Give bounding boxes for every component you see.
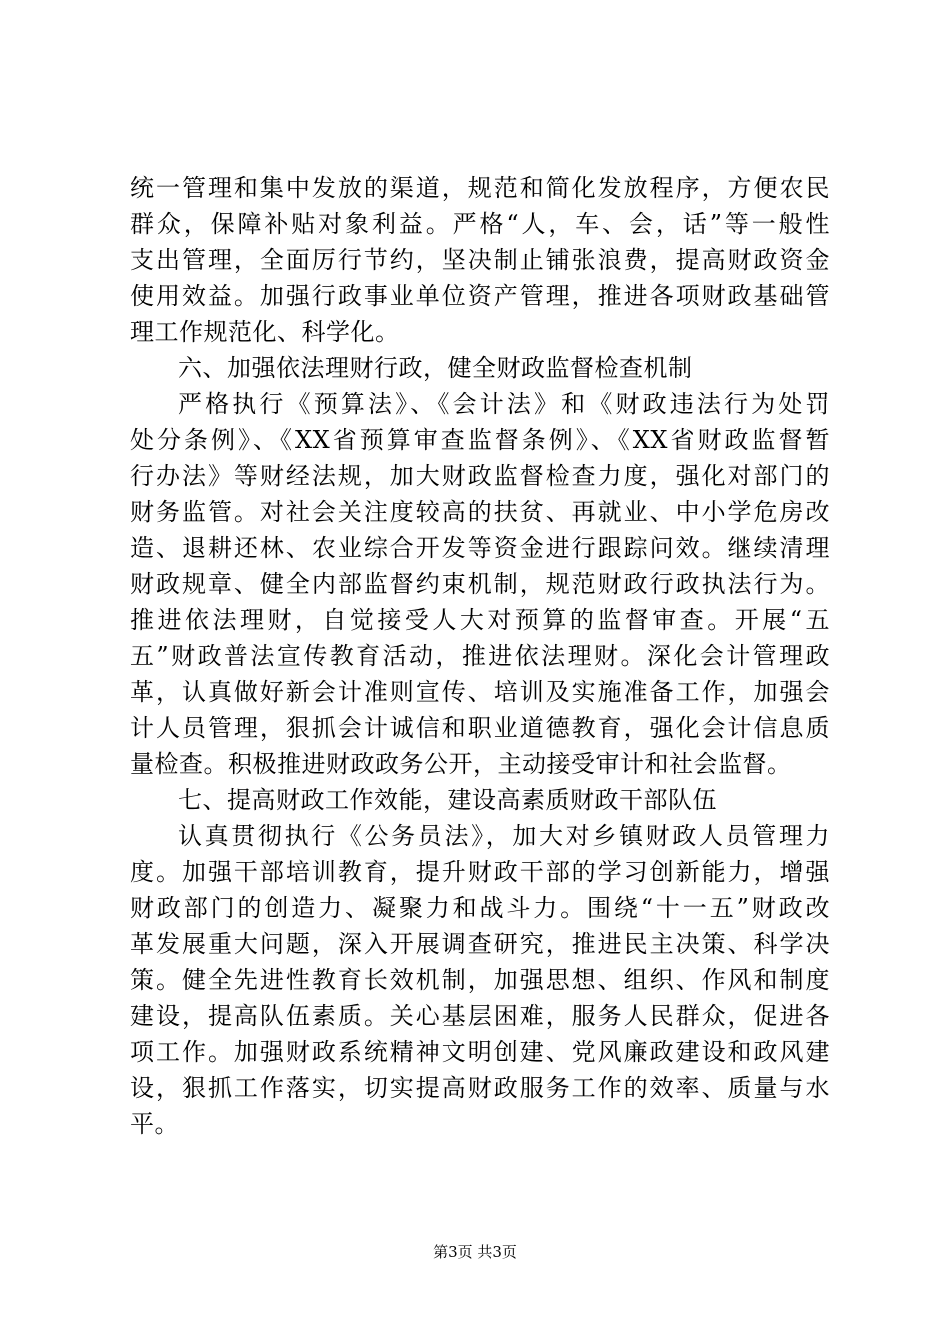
body-line: 严格执行《预算法》、《会计法》和《财政违法行为处罚 — [178, 390, 830, 418]
body-line: 统一管理和集中发放的渠道，规范和简化发放程序，方便农民 — [130, 174, 830, 202]
body-line: 使用效益。加强行政事业单位资产管理，推进各项财政基础管 — [130, 282, 830, 310]
body-line: 推进依法理财，自觉接受人大对预算的监督审查。开展“五 — [130, 606, 830, 634]
body-line: 平。 — [130, 1110, 179, 1138]
body-line: 理工作规范化、科学化。 — [130, 318, 400, 346]
section-heading: 七、提高财政工作效能，建设高素质财政干部队伍 — [178, 786, 717, 814]
body-line: 造、退耕还林、农业综合开发等资金进行跟踪问效。继续清理 — [130, 534, 830, 562]
body-line: 计人员管理，狠抓会计诚信和职业道德教育，强化会计信息质 — [130, 714, 830, 742]
body-line: 设，狠抓工作落实，切实提高财政服务工作的效率、质量与水 — [130, 1074, 830, 1102]
body-line: 行办法》等财经法规，加大财政监督检查力度，强化对部门的 — [130, 462, 830, 490]
body-line: 建设，提高队伍素质。关心基层困难，服务人民群众，促进各 — [130, 1002, 830, 1030]
page-indicator: 第3页 共3页 — [433, 1243, 517, 1261]
document-body — [130, 170, 830, 1142]
body-line: 项工作。加强财政系统精神文明创建、党风廉政建设和政风建 — [130, 1038, 830, 1066]
body-line: 财政部门的创造力、凝聚力和战斗力。围绕“十一五”财政改 — [130, 894, 830, 922]
body-line: 革发展重大问题，深入开展调查研究，推进民主决策、科学决 — [130, 930, 830, 958]
body-line: 度。加强干部培训教育，提升财政干部的学习创新能力，增强 — [130, 858, 830, 886]
body-line: 财务监管。对社会关注度较高的扶贫、再就业、中小学危房改 — [130, 498, 830, 526]
body-line: 革，认真做好新会计准则宣传、培训及实施准备工作，加强会 — [130, 678, 830, 706]
body-line: 群众，保障补贴对象利益。严格“人，车、会，话”等一般性 — [130, 210, 830, 238]
body-line: 策。健全先进性教育长效机制，加强思想、组织、作风和制度 — [130, 966, 830, 994]
body-line: 支出管理，全面厉行节约，坚决制止铺张浪费，提高财政资金 — [130, 246, 830, 274]
body-line: 财政规章、健全内部监督约束机制，规范财政行政执法行为。 — [130, 570, 830, 598]
body-line: 五”财政普法宣传教育活动，推进依法理财。深化会计管理政 — [130, 642, 830, 670]
body-line: 认真贯彻执行《公务员法》，加大对乡镇财政人员管理力 — [178, 822, 830, 850]
body-line: 量检查。积极推进财政政务公开，主动接受审计和社会监督。 — [130, 750, 792, 778]
body-line: 处分条例》、《XX省预算审查监督条例》、《XX省财政监督暂 — [130, 426, 830, 454]
section-heading: 六、加强依法理财行政，健全财政监督检查机制 — [178, 354, 693, 382]
